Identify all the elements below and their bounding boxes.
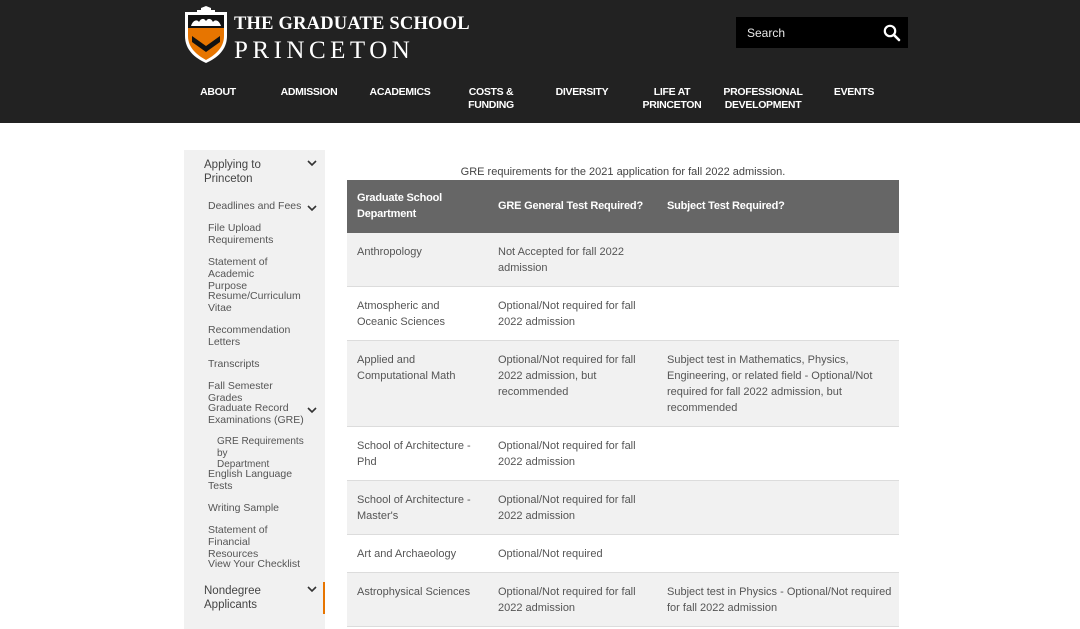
table-row (347, 427, 899, 481)
cell-general: Optional/Not required for fall 2022 admission (498, 300, 636, 328)
header-department-line2: Department (357, 208, 417, 220)
sidebar-item-gre[interactable] (208, 402, 308, 426)
table-row (347, 573, 899, 627)
table-header (347, 180, 899, 233)
header-subject-test: Subject Test Required? (667, 200, 785, 212)
sidebar-item-label: Requirements (208, 234, 274, 246)
cell-department: Astrophysical Sciences (357, 586, 471, 598)
nav-life-line1: LIFE AT (653, 86, 691, 98)
chevron-down-icon[interactable] (307, 160, 317, 167)
table-row (347, 341, 899, 427)
logo-title: THE GRADUATE SCHOOL (234, 14, 470, 34)
sidebar-section-applying[interactable] (204, 159, 261, 186)
sidebar-item-label: Resume/Curriculum (208, 290, 301, 302)
sidebar-subitem-gre-by-department[interactable] (217, 436, 317, 471)
chevron-down-icon[interactable] (307, 586, 317, 593)
sidebar-item-english-tests[interactable] (208, 468, 308, 492)
sidebar-item-label: Examinations (GRE) (208, 414, 304, 426)
sidebar-item-label: Recommendation (208, 324, 291, 336)
nav-life-line2: PRINCETON (642, 99, 702, 111)
cell-general: Optional/Not required for fall 2022 admission, but recommended (498, 354, 636, 398)
logo-wordmark: PRINCETON (234, 37, 415, 64)
cell-department: Applied and Computational Math (357, 354, 456, 382)
cell-department: School of Architecture - Phd (357, 440, 471, 468)
sidebar-item-resume[interactable] (208, 290, 308, 314)
sidebar-section-nondegree-line2: Applicants (204, 598, 258, 611)
sidebar-item-label: Vitae (208, 302, 232, 314)
nav-events[interactable]: EVENTS (833, 86, 875, 98)
search-icon[interactable] (882, 23, 902, 43)
header-department-line1: Graduate School (357, 192, 443, 204)
table-row (347, 287, 899, 341)
cell-subject: Subject test in Physics - Optional/Not required for fall 2022 admission (667, 586, 892, 614)
sidebar-section-nondegree-line1: Nondegree (204, 585, 261, 597)
nav-costs-funding-line2: FUNDING (468, 99, 514, 111)
sidebar-item-label: Statement of Financial (208, 524, 268, 548)
sidebar-item-label: Statement of Academic (208, 256, 268, 280)
cell-general: Optional/Not required (498, 548, 603, 560)
nav-diversity[interactable]: DIVERSITY (555, 86, 609, 98)
cell-department: School of Architecture - Master's (357, 494, 471, 522)
cell-department: Art and Archaeology (357, 548, 457, 560)
sidebar-section-applying-line1: Applying to (204, 159, 261, 171)
table-row (347, 535, 899, 573)
header-general-test: GRE General Test Required? (498, 200, 643, 212)
nav-prof-line2: DEVELOPMENT (724, 99, 802, 111)
cell-general: Optional/Not required for fall 2022 admission (498, 586, 636, 614)
table-row (347, 481, 899, 535)
sidebar-item-writing-sample[interactable]: Writing Sample (208, 502, 279, 514)
sidebar-item-label: File Upload (208, 222, 262, 234)
cell-general: Optional/Not required for fall 2022 admission (498, 440, 636, 468)
sidebar-item-label: Resources (208, 548, 259, 560)
header-department (357, 190, 482, 222)
cell-general: Optional/Not required for fall 2022 admission (498, 494, 636, 522)
cell-general: Not Accepted for fall 2022 admission (498, 246, 624, 274)
sidebar-item-label: Department (217, 459, 270, 470)
princeton-shield-icon (183, 6, 229, 64)
sidebar-item-file-upload[interactable] (208, 222, 308, 246)
nav-professional-development[interactable] (718, 86, 808, 112)
nav-life-at-princeton[interactable] (627, 86, 717, 112)
sidebar-item-label: GRE Requirements by (217, 436, 304, 459)
sidebar-item-label: Letters (208, 336, 241, 348)
sidebar-item-checklist[interactable]: View Your Checklist (208, 558, 301, 570)
princeton-logo[interactable] (183, 6, 470, 66)
cell-department: Atmospheric and Oceanic Sciences (357, 300, 446, 328)
sidebar-item-fall-grades[interactable]: Fall Semester Grades (208, 380, 273, 404)
nav-costs-funding[interactable] (446, 86, 536, 112)
sidebar-item-deadlines[interactable]: Deadlines and Fees (208, 200, 302, 212)
sidebar-section-applying-line2: Princeton (204, 172, 253, 185)
sidebar-item-transcripts[interactable]: Transcripts (208, 358, 260, 370)
table-caption: GRE requirements for the 2021 application for fall 2022 admission. (460, 166, 786, 178)
active-indicator (323, 582, 325, 614)
sidebar-section-nondegree[interactable] (204, 585, 261, 612)
table-row (347, 233, 899, 287)
sidebar-item-label: Graduate Record (208, 402, 289, 414)
site-header (0, 0, 1080, 123)
sidebar-item-financial-resources[interactable] (208, 524, 308, 560)
nav-about[interactable]: ABOUT (200, 86, 236, 98)
chevron-down-icon[interactable] (307, 407, 317, 414)
chevron-down-icon[interactable] (307, 205, 317, 212)
search-input[interactable] (736, 17, 872, 48)
sidebar-item-label: Tests (208, 480, 233, 492)
nav-costs-funding-line1: COSTS & (468, 86, 514, 98)
sidebar-item-statement-academic[interactable] (208, 256, 308, 292)
search-box (736, 17, 908, 48)
sidebar-item-recommendation[interactable] (208, 324, 308, 348)
nav-academics[interactable]: ACADEMICS (369, 86, 431, 98)
nav-admission[interactable]: ADMISSION (280, 86, 338, 98)
cell-department: Anthropology (357, 246, 422, 258)
cell-subject: Subject test in Mathematics, Physics, Engineering, or related field - Optional/Not required for fall 2022 admission, but recommended (667, 354, 873, 414)
sidebar-item-label: Purpose (208, 280, 248, 292)
sidebar-item-label: English Language (208, 468, 293, 480)
nav-prof-line1: PROFESSIONAL (723, 86, 803, 98)
sidebar (184, 150, 325, 629)
